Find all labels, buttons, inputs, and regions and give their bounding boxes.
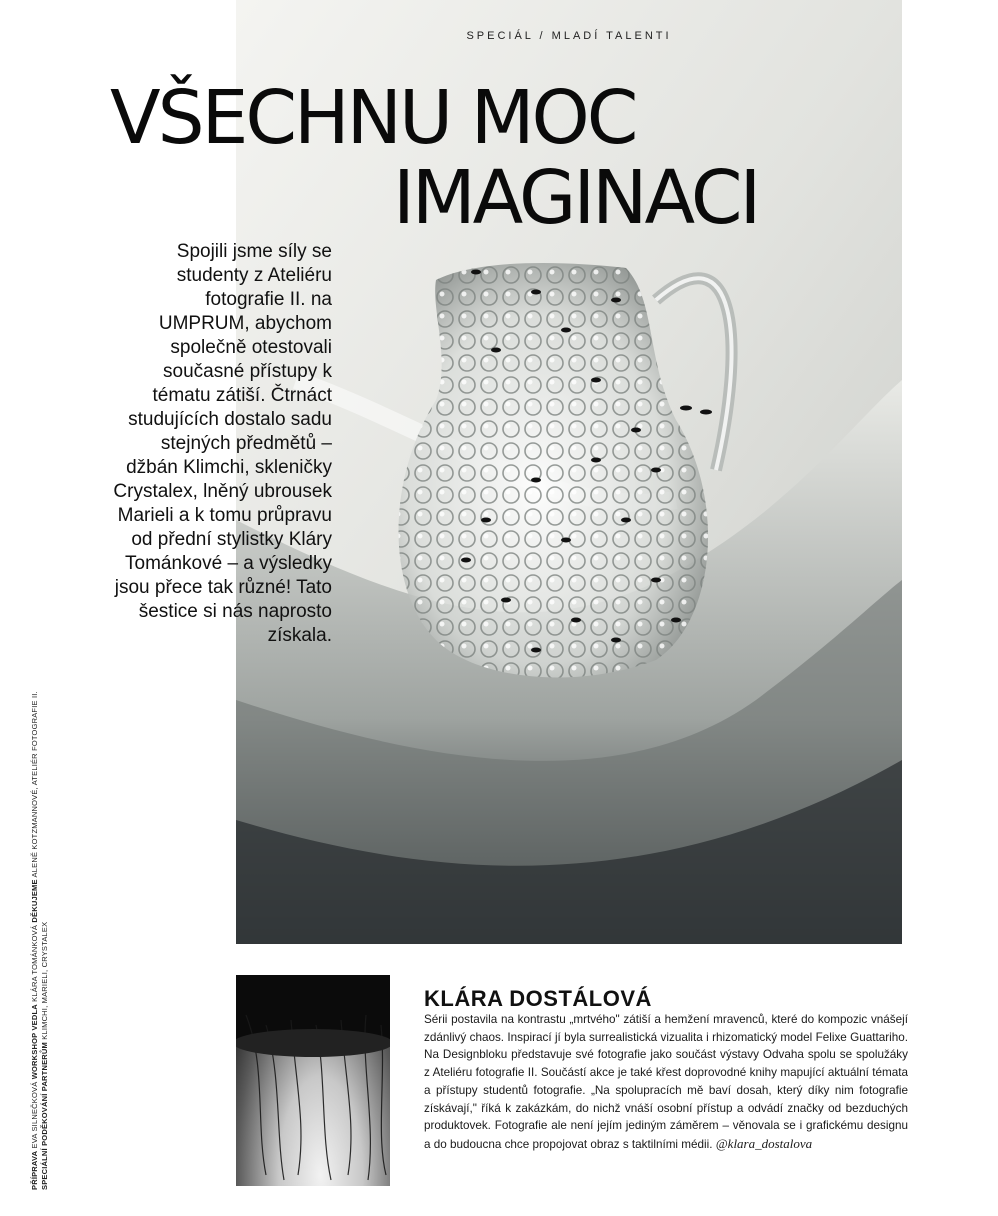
credits-line-1 [30,660,40,1190]
intro-paragraph: Spojili jsme síly se studenty z Ateliéru fotografie II. na UMPRUM, abychom společně otestovali současné přístupy k tématu zátiší. Čtrnáct studujících dostalo sadu stejných předmětů – džbán Klimchi, skleničky Crystalex, lněný ubrousek Marieli a k tomu průpravu od přední stylistky Kláry Tománkové – a výsledky jsou přece tak různé! Tato šestice si nás naprosto získala. [113,241,332,646]
headline-line-1: VŠECHNU MOC [110,75,636,161]
profile-body: Sérii postavila na kontrastu „mrtvého" zátiší a hemžení mravenců, které do kompozic vnášejí zdánlivý chaos. Inspirací jí byla surrealistická vizualita i rhizomatický model Felixe Guattariho. Na Designbloku představuje své fotografie jako součást výstavy Odvaha spolu se spolužáky z Ateliéru fotografie II. Součástí akce je také křest doprovodné knihy mapující aktuální témata a přístupy studentů fotografie. „Na spolupracích mě baví dosah, který díky nim fotografie získávají," říká k zakázkám, do nichž vnáší osobní přístup a odvádí značky od bezduchých produktovek. Fotografie ale není jejím jediným záměrem – věnovala se i grafickému designu a do budoucna chce propojovat obraz s taktilními médii. [424,1013,908,1151]
profile-name: KLÁRA DOSTÁLOVÁ [424,986,652,1011]
credit-label: SPECIÁLNÍ PODĚKOVÁNÍ PARTNERŮM [40,1042,49,1190]
credit-label: WORKSHOP VEDLA [30,1004,39,1080]
credit-label: PŘÍPRAVA [30,1150,39,1190]
credit-value: EVA SILNEČKOVÁ [30,1081,39,1149]
photo-credits [30,660,50,1190]
credit-label: DĚKUJEME [30,879,39,923]
credit-value: KLIMCHI, MARIELI, CRYSTALEX [40,921,49,1040]
credit-value: KLÁRA TOMÁNKOVÁ [30,924,39,1002]
instagram-handle: @klara_dostalova [715,1135,813,1151]
thumbnail-illustration [236,975,390,1186]
headline-line-2: IMAGINACI [393,155,759,241]
profile-thumbnail-photo [236,975,390,1186]
section-label: SPECIÁL / MLADÍ TALENTI [466,30,672,42]
headline [110,75,830,241]
credits-line-2 [40,660,50,1190]
credit-value: ALENĚ KOTZMANNOVÉ, ATELIÉR FOTOGRAFIE II. [30,691,39,878]
profile-text [424,1011,908,1154]
